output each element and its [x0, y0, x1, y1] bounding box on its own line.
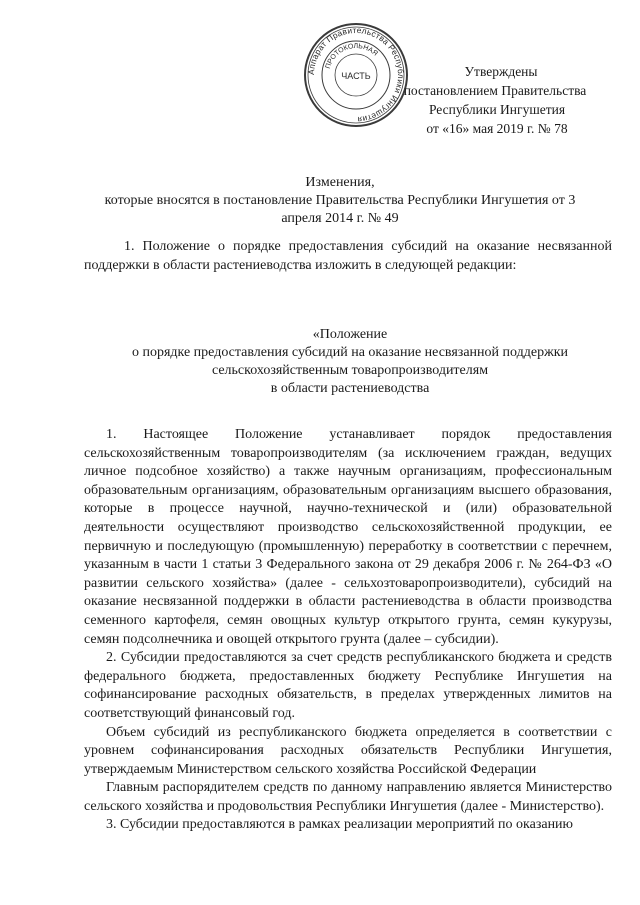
paragraph: 1. Настоящее Положение устанавливает порядок предоставления сельскохозяйственным товаропроизводителям (за исключением граждан, ведущих личное подсобное хозяйство) а также научным организациям, профессиональным образовательным организациям, образовательным организациям высшего образования, которые в процессе научной, научно-технической и (или) образовательной деятельности осуществляют производство сельскохозяйственной продукции, ее первичную и последующую (промышленную) переработку в соответствии с перечнем, указанным в части 1 статьи 3 Федерального закона от 29 декабря 2006 г. № 264-ФЗ «О развитии сельского хозяйства» (далее - сельхозтоваропроизводители), субсидий на оказание несвязанной поддержки в области растениеводства в области производства семенного картофеля, семян овощных культур открытого грунта, семян кукурузы, семян подсолнечника и овощей открытого грунта (далее – субсидии). [84, 427, 612, 647]
seal-inner-text: ПРОТОКОЛЬНАЯ [324, 42, 379, 70]
item-1-text: 1. Положение о порядке предоставления субсидий на оказание несвязанной поддержки в области растениеводства изложить в следующей редакции: [84, 239, 612, 273]
svg-text:ПРОТОКОЛЬНАЯ [325, 43, 379, 70]
paragraph: Главным распорядителем средств по данному направлению является Министерство сельского хозяйства и продовольствия Республики Ингушетия (далее - Министерство). [84, 780, 612, 814]
paragraph: 3. Субсидии предоставляются в рамках реализации мероприятий по оказанию [106, 817, 574, 833]
paragraph: 2. Субсидии предоставляются за счет средств республиканского бюджета и средств федерального бюджета, предоставленных бюджету Республике Ингушетия на софинансирование расходных обязательств, в пределах утвержденных лимитов на соответствующий финансовый год. [84, 650, 612, 721]
approval-line: Республики Ингушетия [428, 102, 566, 117]
regulation-title-line: о порядке предоставления субсидий на оказание несвязанной поддержки [131, 345, 569, 360]
approval-block [376, 62, 596, 138]
approval-date: от «16» мая 2019 г. № 78 [426, 121, 568, 136]
paragraph: Объем субсидий из республиканского бюджета определяется в соответствии с уровнем софинансирования расходных обязательств Республики Ингушетия, утверждаемым Министерством сельского хозяйства Российской Федерации [84, 724, 612, 777]
changes-title [70, 174, 610, 228]
changes-title-line: Изменения, [305, 175, 375, 190]
changes-title-line: которые вносятся в постановление Правительства Республики Ингушетия от 3 [104, 193, 576, 208]
seal-outer-text: Аппарат Правительства Республики Ингушетия [305, 24, 407, 126]
seal-center-text: ЧАСТЬ [341, 71, 371, 81]
approval-line: постановлением Правительства [403, 83, 587, 98]
approval-line: Утверждены [464, 64, 538, 79]
regulation-title-line: сельскохозяйственным товаропроизводителям [211, 363, 489, 378]
regulation-title-line: «Положение [312, 327, 388, 342]
regulation-title [90, 326, 610, 398]
regulation-title-line: в области растениеводства [270, 381, 430, 396]
changes-title-line: апреля 2014 г. № 49 [281, 211, 399, 226]
regulation-body [84, 426, 612, 835]
item-1 [84, 238, 612, 275]
